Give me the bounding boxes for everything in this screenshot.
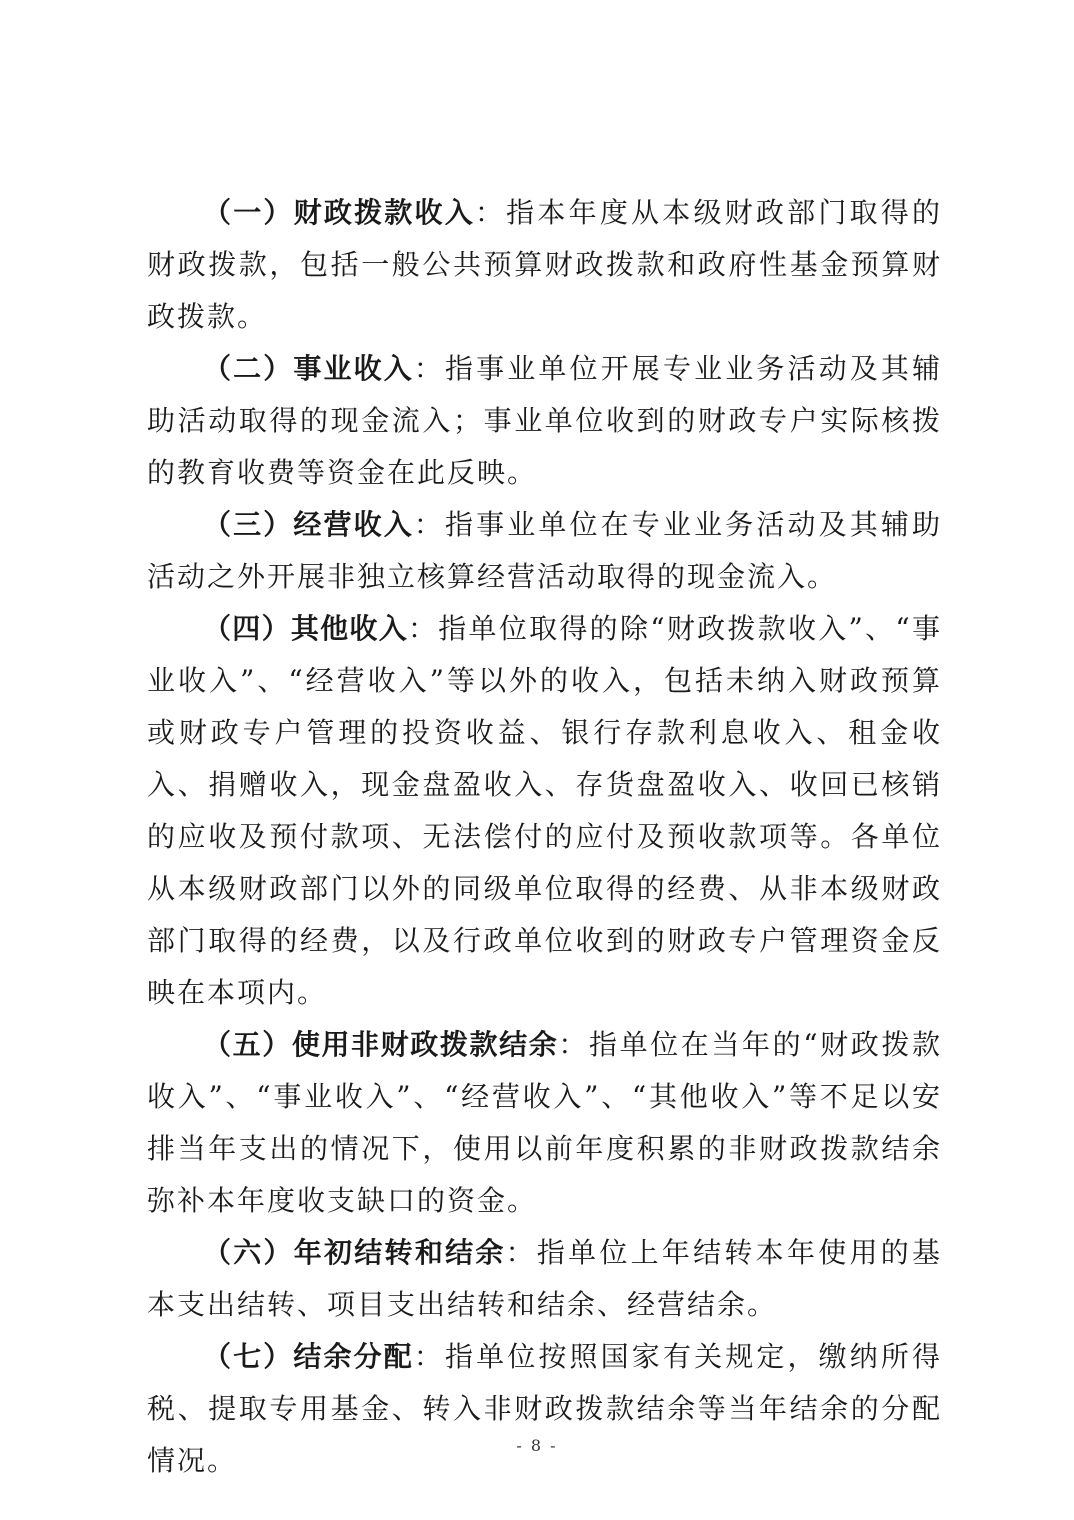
- paragraph-other-income: [147, 603, 942, 1019]
- paragraph-opening-carryover: [147, 1227, 942, 1331]
- term-definition: ：指单位在当年的“财政拨款收入”、“事业收入”、“经营收入”、“其他收入”等不足以安排当年支出的情况下，使用以前年度积累的非财政拨款结余弥补本年度收支缺口的资金。: [147, 1028, 942, 1217]
- term-heading: （七）结余分配: [203, 1340, 414, 1373]
- term-definition: ：指单位取得的除“财政拨款收入”、“事业收入”、“经营收入”等以外的收入，包括未纳入财政预算或财政专户管理的投资收益、银行存款利息收入、租金收入、捐赠收入，现金盘盈收入、存货盘盈收入、收回已核销的应收及预付款项、无法偿付的应付及预收款项等。各单位从本级财政部门以外的同级单位取得的经费、从非本级财政部门取得的经费，以及行政单位收到的财政专户管理资金反映在本项内。: [147, 612, 942, 1009]
- term-definition: ：指单位上年结转本年使用的基本支出结转、项目支出结转和结余、经营结余。: [147, 1236, 942, 1321]
- term-heading: （五）使用非财政拨款结余: [203, 1028, 559, 1061]
- paragraph-business-income: [147, 343, 942, 499]
- page-number: - 8 -: [516, 1436, 558, 1455]
- term-definition: ：指本年度从本级财政部门取得的财政拨款，包括一般公共预算财政拨款和政府性基金预算财政拨款。: [147, 196, 942, 333]
- document-body: [147, 187, 942, 1487]
- term-heading: （六）年初结转和结余: [203, 1236, 506, 1269]
- term-heading: （四）其他收入: [203, 612, 408, 645]
- term-heading: （三）经营收入: [203, 508, 414, 541]
- paragraph-fiscal-appropriation-income: [147, 187, 942, 343]
- paragraph-operating-income: [147, 499, 942, 603]
- paragraph-non-fiscal-balance-use: [147, 1019, 942, 1227]
- term-heading: （一）财政拨款收入: [203, 196, 475, 229]
- term-definition: ：指事业单位开展专业业务活动及其辅助活动取得的现金流入；事业单位收到的财政专户实际核拨的教育收费等资金在此反映。: [147, 352, 942, 489]
- term-heading: （二）事业收入: [203, 352, 414, 385]
- term-definition: ：指事业单位在专业业务活动及其辅助活动之外开展非独立核算经营活动取得的现金流入。: [147, 508, 942, 593]
- paragraph-surplus-distribution: [147, 1331, 942, 1487]
- term-definition: ：指单位按照国家有关规定，缴纳所得税、提取专用基金、转入非财政拨款结余等当年结余的分配情况。: [147, 1340, 942, 1477]
